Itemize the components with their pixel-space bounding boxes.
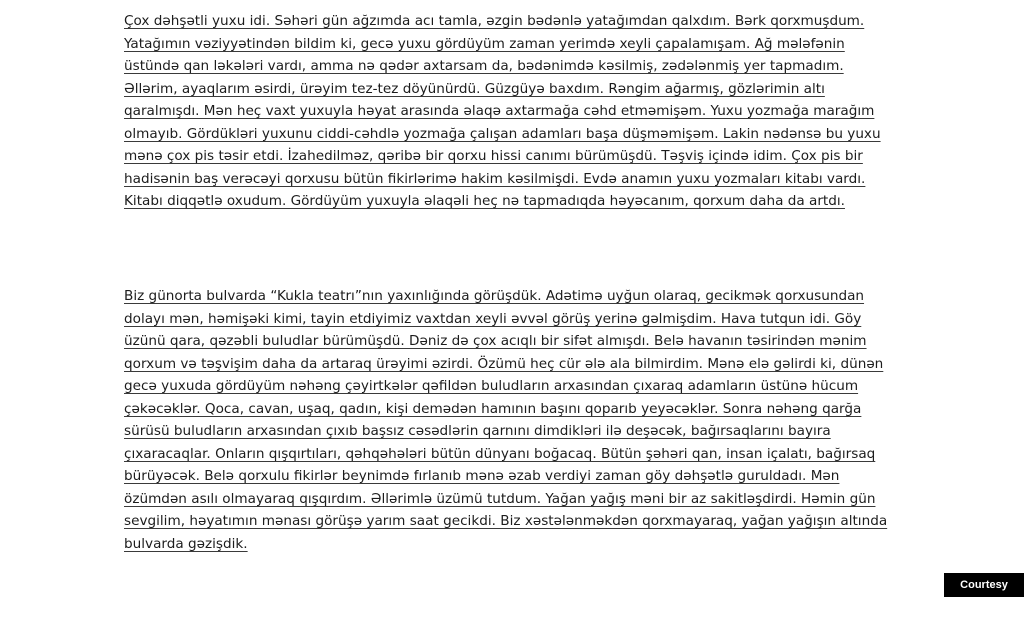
text-line: dolayı mən, həmişəki kimi, tayin etdiyimiz vaxtdan xeyli əvvəl görüş yerinə gəlmişdim. Hava tutqun idi. Göy (124, 310, 862, 327)
text-line: bürüyəcək. Belə qorxulu fikirlər beynimdə fırlanıb mənə əzab verdiyi zaman göy dəhşətlə guruldadı. Mən (124, 468, 840, 484)
text-line: sevgilim, həyatımın mənası görüşə yarım saat gecikdi. Biz xəstələnməkdən qorxmayaraq, yağan yağışın altında (124, 513, 888, 529)
text-line: Əllərim, ayaqlarım əsirdi, ürəyim tez-tez döyünürdü. Güzgüyə baxdım. Rəngim ağarmış, gözlərimin altı (124, 80, 825, 97)
text-line: bulvarda gəzişdik. (124, 535, 248, 552)
text-line: çəkəcəklər. Qoca, cavan, uşaq, qadın, kişi demədən hamının başını qoparıb yeyəcəklər. Sonra nəhəng qarğa (124, 400, 862, 417)
photo-credit-badge: Courtesy Photo (944, 573, 1024, 597)
paragraph-1 (124, 10, 914, 213)
text-line: üstündə qan ləkələri vardı, amma nə qədər axtarsam da, bədənimdə kəsilmiş, zədələnmiş yer tapmadım. (124, 58, 844, 74)
text-line: Biz günorta bulvarda “Kukla teatrı”nın yaxınlığında görüşdük. Adətimə uyğun olaraq, gecikmək qorxusundan (124, 288, 865, 304)
text-line: Çox dəhşətli yuxu idi. Səhəri gün ağzımda acı tamla, əzgin bədənlə yatağımdan qalxdım. Bərk qorxmuşdum. (124, 13, 865, 29)
text-line: çıxaracaqlar. Onların qışqırtıları, qəhqəhələri bütün dünyanı boğacaq. Bütün şəhəri qan, insan içalatı, bağırsaq (124, 445, 876, 462)
text-line: qorxum və təşvişim daha da artaraq ürəyimi əzirdi. Özümü heç cür ələ ala bilmirdim. Mənə elə gəlirdi ki, dünən (124, 355, 884, 372)
text-line: hadisənin baş verəcəyi qorxusu bütün fikirlərimə hakim kəsilmişdi. Evdə anamın yuxu yozmaları kitabı vardı. (124, 170, 866, 187)
text-line: qaralmışdı. Mən heç vaxt yuxuyla həyat arasında əlaqə axtarmağa cəhd etməmişəm. Yuxu yozmağa marağım (124, 103, 875, 119)
text-line: gecə yuxuda gördüyüm nəhəng çəyirtkələr qəfildən buludların arxasından çıxaraq adamların üstünə hücum (124, 378, 859, 394)
text-line: olmayıb. Gördükləri yuxunu ciddi-cəhdlə yozmağa çalışan adamları başa düşməmişəm. Lakin nədənsə bu yuxu (124, 125, 881, 142)
text-line: Kitabı diqqətlə oxudum. Gördüyüm yuxuyla əlaqəli heç nə tapmadıqda həyəcanım, qorxum daha da artdı. (124, 193, 845, 209)
text-line: özümdən asılı olmayaraq qışqırdım. Əllərimlə üzümü tutdum. Yağan yağış məni bir az sakitləşdirdi. Həmin gün (124, 490, 876, 507)
text-line: Yatağımın vəziyyətindən bildim ki, gecə yuxu gördüyüm zaman yerimdə xeyli çapalamışam. Ağ mələfənin (124, 35, 845, 52)
text-line: sürüsü buludların arxasından çıxıb başsız cəsədlərin qarnını dimdikləri ilə deşəcək, bağırsaqlarını bayıra (124, 423, 831, 439)
text-line: mənə çox pis təsir etdi. İzahedilməz, qəribə bir qorxu hissi canımı bürümüşdü. Təşviş içində idim. Çox pis bir (124, 148, 863, 164)
text-line: üzünü qara, qəzəbli buludlar bürümüşdü. Dəniz də çox acıqlı bir sifət almışdı. Belə havanın təsirindən mənim (124, 333, 867, 349)
paragraph-2 (124, 285, 914, 555)
